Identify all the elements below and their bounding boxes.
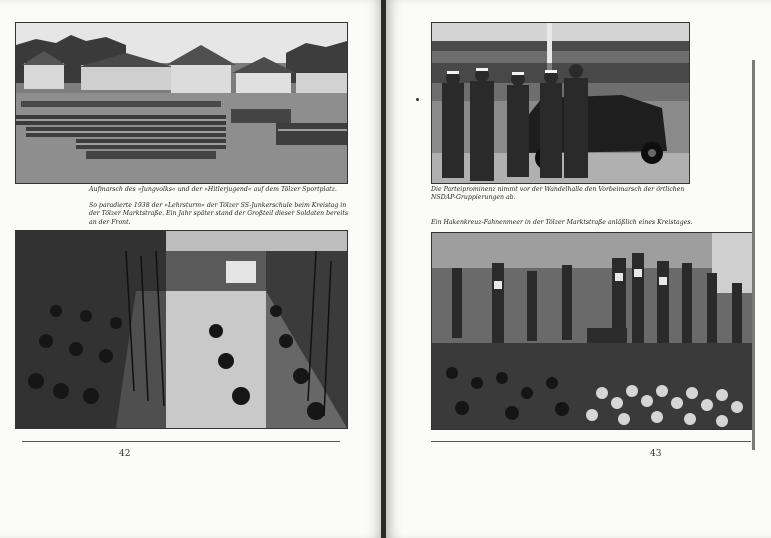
footer-rule-right <box>431 441 751 442</box>
photo-flag-sea <box>431 232 755 430</box>
page-number-left: 42 <box>119 449 131 459</box>
caption-flags: Ein Hakenkreuz-Fahnenmeer in der Tölzer Marktstraße anläßlich eines Kreistages. <box>431 219 693 226</box>
page-edge-shadow <box>752 60 755 450</box>
margin-mark <box>416 98 419 101</box>
page-number-right: 43 <box>650 449 662 459</box>
right-page <box>386 0 771 538</box>
left-page <box>0 0 383 538</box>
footer-rule-left <box>22 441 340 442</box>
photo-sports-field-parade <box>15 22 348 184</box>
photo-party-officials <box>431 22 690 184</box>
caption-party-officials: Die Parteiprominenz nimmt vor der Wandelhalle den Vorbeimarsch der örtlichen NSDAP-Gruppierungen ab. <box>431 186 685 202</box>
caption-lehrsturm: So paradierte 1938 der »Lehrsturm« der Tölzer SS-Junkerschule beim Kreistag in der Tölzer Marktstraße. Ein Jahr später stand der Großteil dieser Soldaten bereits an der Front. <box>89 202 349 226</box>
photo-lehrsturm-parade <box>15 230 348 429</box>
caption-sports-field: Aufmarsch des »Jungvolks« und der »Hitlerjugend« auf dem Tölzer Sportplatz. <box>89 186 337 193</box>
